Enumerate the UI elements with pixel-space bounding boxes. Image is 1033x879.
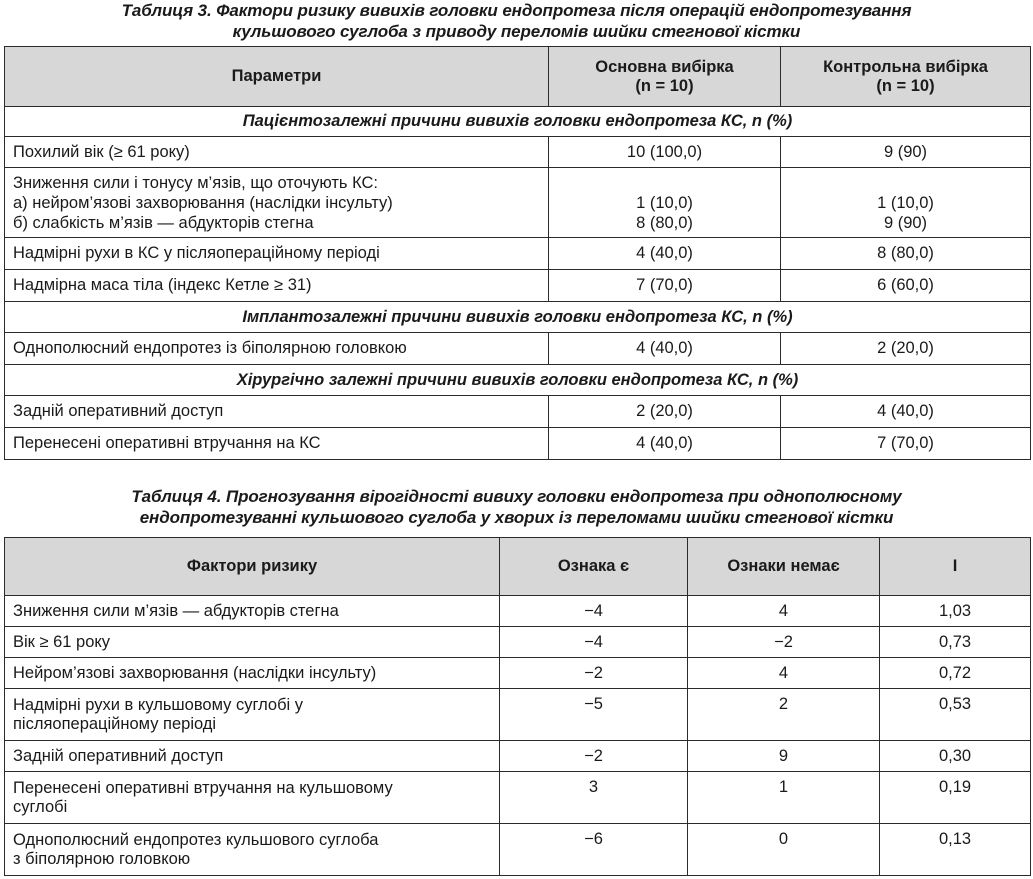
table3-cell-main	[549, 168, 781, 238]
table4-caption	[0, 486, 1033, 528]
table4-header-present: Ознака є	[500, 538, 688, 596]
table3-main-b: 8 (80,0)	[636, 213, 693, 232]
table4-cell-absent: 1	[688, 772, 880, 824]
table3-section-surgical: Хірургічно залежні причини вивихів головки ендопротеза КС, n (%)	[5, 365, 1031, 396]
table3-cell-ctrl	[781, 168, 1031, 238]
table4-cell-present: 3	[500, 772, 688, 824]
table-row	[5, 428, 1031, 460]
table3-header-param: Параметри	[5, 47, 549, 107]
table4-cell-factor: Зниження сили м’язів — абдукторів стегна	[5, 596, 500, 627]
table3-spacer	[789, 173, 1022, 193]
table3-cell-ctrl: 4 (40,0)	[781, 396, 1031, 428]
table3-cell-ctrl: 7 (70,0)	[781, 428, 1031, 460]
table3-header-ctrl-l2: (n = 10)	[876, 76, 935, 95]
table3-caption	[0, 0, 1033, 42]
table4-cell-present: −2	[500, 658, 688, 689]
table3-caption-line2: кульшового суглоба з приводу переломів шийки стегнової кістки	[232, 22, 801, 41]
table3-cell-param: Перенесені оперативні втручання на КС	[5, 428, 549, 460]
table3-main-a: 1 (10,0)	[636, 193, 693, 212]
table3-cell-param: Надмірна маса тіла (індекс Кетле ≥ 31)	[5, 270, 549, 302]
table3-cell-ctrl: 2 (20,0)	[781, 333, 1031, 365]
table3	[4, 46, 1031, 460]
table4-cell-i: 0,19	[880, 772, 1031, 824]
table4-cell-present: −4	[500, 596, 688, 627]
table4	[4, 537, 1031, 876]
table-row	[5, 270, 1031, 302]
table-row	[5, 741, 1031, 772]
table4-factor-line1: Однополюсний ендопротез кульшового суглоба	[13, 830, 379, 849]
table4-cell-factor	[5, 824, 500, 876]
table-row	[5, 689, 1031, 741]
table4-factor-line2: суглобі	[13, 797, 68, 816]
table4-cell-i: 0,73	[880, 627, 1031, 658]
table4-cell-i: 0,30	[880, 741, 1031, 772]
table4-cell-factor	[5, 772, 500, 824]
table3-section-implant: Імплантозалежні причини вивихів головки ендопротеза КС, n (%)	[5, 302, 1031, 333]
table4-cell-i: 1,03	[880, 596, 1031, 627]
table3-section-row	[5, 365, 1031, 396]
table4-cell-absent: 9	[688, 741, 880, 772]
table3-cell-ctrl: 6 (60,0)	[781, 270, 1031, 302]
table3-section-row	[5, 302, 1031, 333]
table4-cell-factor: Вік ≥ 61 року	[5, 627, 500, 658]
table4-cell-factor	[5, 689, 500, 741]
table4-cell-absent: 2	[688, 689, 880, 741]
table3-header-main	[549, 47, 781, 107]
table3-caption-line1: Таблиця 3. Фактори ризику вивихів головки ендопротеза після операцій ендопротезування	[121, 1, 912, 20]
table3-header-main-l2: (n = 10)	[635, 76, 694, 95]
table4-cell-absent: 0	[688, 824, 880, 876]
table4-factor-line1: Надмірні рухи в кульшовому суглобі у	[13, 695, 304, 714]
table4-cell-present: −2	[500, 741, 688, 772]
table3-header-main-l1: Основна вибірка	[595, 57, 734, 76]
table3-header-ctrl	[781, 47, 1031, 107]
table-row	[5, 137, 1031, 168]
table-row	[5, 658, 1031, 689]
table3-header-row	[5, 47, 1031, 107]
table3-cell-param	[5, 168, 549, 238]
table4-caption-line1: Таблиця 4. Прогнозування вірогідності вивиху головки ендопротеза при однополюсному	[131, 487, 902, 506]
table-row	[5, 396, 1031, 428]
table3-cell-main: 4 (40,0)	[549, 428, 781, 460]
table3-cell-main: 4 (40,0)	[549, 333, 781, 365]
table-row	[5, 238, 1031, 270]
table4-cell-absent: 4	[688, 596, 880, 627]
table4-header-i: I	[880, 538, 1031, 596]
table3-cell-param: Похилий вік (≥ 61 року)	[5, 137, 549, 168]
table3-cell-main: 4 (40,0)	[549, 238, 781, 270]
table3-cell-main: 2 (20,0)	[549, 396, 781, 428]
table3-cell-ctrl: 8 (80,0)	[781, 238, 1031, 270]
table3-param-line2: а) нейром’язові захворювання (наслідки інсульту)	[13, 193, 393, 212]
table3-header-ctrl-l1: Контрольна вибірка	[823, 57, 988, 76]
table3-cell-param: Надмірні рухи в КС у післяопераційному періоді	[5, 238, 549, 270]
table3-ctrl-b: 9 (90)	[883, 213, 928, 232]
table4-factor-line2: післяопераційному періоді	[13, 714, 217, 733]
table4-header-factor: Фактори ризику	[5, 538, 500, 596]
table-row	[5, 627, 1031, 658]
table4-cell-absent: 4	[688, 658, 880, 689]
table4-cell-present: −6	[500, 824, 688, 876]
table-row	[5, 333, 1031, 365]
table4-factor-line1: Перенесені оперативні втручання на кульшовому	[13, 778, 393, 797]
table4-factor-line2: з біполярною головкою	[13, 849, 191, 868]
table3-param-line3: б) слабкість м’язів — абдукторів стегна	[13, 213, 314, 232]
table4-cell-i: 0,13	[880, 824, 1031, 876]
table4-cell-i: 0,72	[880, 658, 1031, 689]
table3-cell-main: 7 (70,0)	[549, 270, 781, 302]
table3-cell-ctrl: 9 (90)	[781, 137, 1031, 168]
table-row	[5, 168, 1031, 238]
table3-section-patient: Пацієнтозалежні причини вивихів головки ендопротеза КС, n (%)	[5, 107, 1031, 137]
table4-cell-absent: −2	[688, 627, 880, 658]
table4-header-absent: Ознаки немає	[688, 538, 880, 596]
table3-spacer	[557, 173, 772, 193]
table3-section-row	[5, 107, 1031, 137]
table4-cell-present: −5	[500, 689, 688, 741]
table4-cell-factor: Нейром’язові захворювання (наслідки інсульту)	[5, 658, 500, 689]
table-row	[5, 824, 1031, 876]
table4-cell-i: 0,53	[880, 689, 1031, 741]
table3-param-line1: Зниження сили і тонусу м’язів, що оточують КС:	[13, 173, 378, 192]
table3-cell-param: Однополюсний ендопротез із біполярною головкою	[5, 333, 549, 365]
table-row	[5, 772, 1031, 824]
table-row	[5, 596, 1031, 627]
table4-cell-factor: Задній оперативний доступ	[5, 741, 500, 772]
table3-cell-param: Задній оперативний доступ	[5, 396, 549, 428]
table3-cell-main: 10 (100,0)	[549, 137, 781, 168]
table3-ctrl-a: 1 (10,0)	[877, 193, 934, 212]
table4-header-row	[5, 538, 1031, 596]
table4-caption-line2: ендопротезуванні кульшового суглоба у хворих із переломами шийки стегнової кістки	[139, 508, 894, 527]
table4-cell-present: −4	[500, 627, 688, 658]
